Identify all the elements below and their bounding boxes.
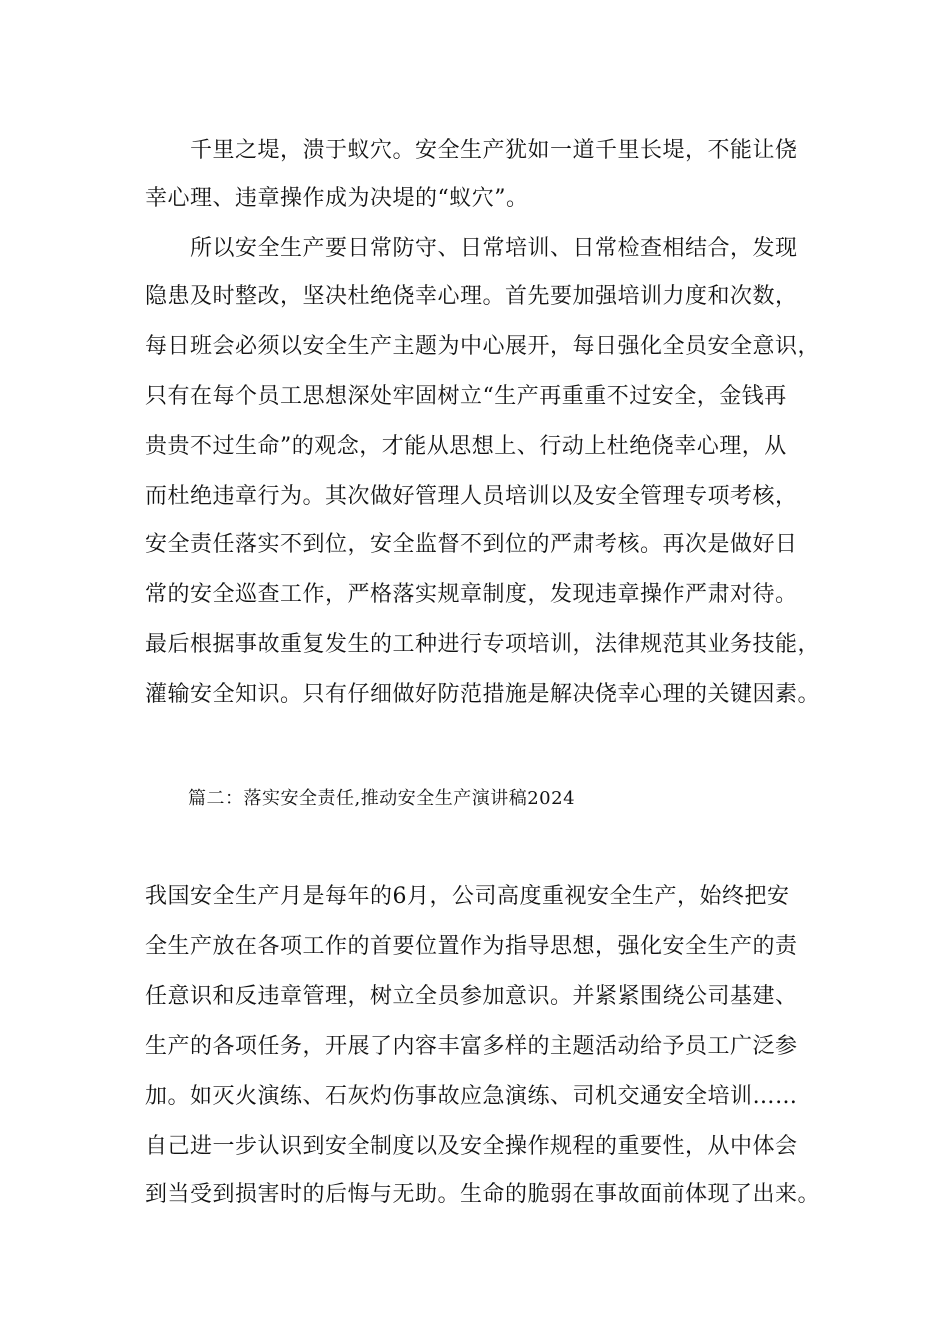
paragraph-3-line-2: 全生产放在各项工作的首要位置作为指导思想，强化安全生产的责	[145, 934, 798, 959]
paragraph-2-line-8: 常的安全巡查工作，严格落实规章制度，发现违章操作严肃对待。	[145, 582, 798, 607]
paragraph-2-line-4: 只有在每个员工思想深处牢固树立“生产再重重不过安全，金钱再	[145, 384, 787, 409]
paragraph-2-line-2: 隐患及时整改，坚决杜绝侥幸心理。首先要加强培训力度和次数，	[145, 284, 798, 309]
paragraph-2-line-10: 灌输安全知识。只有仔细做好防范措施是解决侥幸心理的关键因素。	[145, 682, 821, 707]
paragraph-3-line-7: 到当受到损害时的后悔与无助。生命的脆弱在事故面前体现了出来。	[145, 1182, 821, 1207]
paragraph-3-line-5: 加。如灭火演练、石灰灼伤事故应急演练、司机交通安全培训……	[145, 1084, 798, 1109]
paragraph-2-line-6: 而杜绝违章行为。其次做好管理人员培训以及安全管理专项考核，	[145, 484, 798, 509]
paragraph-2-line-7: 安全责任落实不到位，安全监督不到位的严肃考核。再次是做好日	[145, 532, 798, 557]
paragraph-1-line-1: 千里之堤，溃于蚁穴。安全生产犹如一道千里长堤，不能让侥	[190, 138, 798, 163]
paragraph-1-line-2: 幸心理、违章操作成为决堤的“蚁穴”。	[145, 186, 529, 211]
paragraph-2-line-1: 所以安全生产要日常防守、日常培训、日常检查相结合，发现	[190, 236, 798, 261]
paragraph-2-line-5: 贵贵不过生命”的观念，才能从思想上、行动上杜绝侥幸心理，从	[145, 434, 787, 459]
section-heading: 篇二：落实安全责任,推动安全生产演讲稿2024	[188, 788, 576, 809]
paragraph-3-line-3: 任意识和反违章管理，树立全员参加意识。并紧紧围绕公司基建、	[145, 984, 798, 1009]
paragraph-3-line-6: 自己进一步认识到安全制度以及安全操作规程的重要性，从中体会	[145, 1134, 798, 1159]
paragraph-3-line-1: 我国安全生产月是每年的6月，公司高度重视安全生产，始终把安	[145, 884, 790, 909]
paragraph-2-line-9: 最后根据事故重复发生的工种进行专项培训，法律规范其业务技能，	[145, 632, 821, 657]
paragraph-3-line-4: 生产的各项任务，开展了内容丰富多样的主题活动给予员工广泛参	[145, 1034, 798, 1059]
paragraph-2-line-3: 每日班会必须以安全生产主题为中心展开，每日强化全员安全意识，	[145, 334, 821, 359]
